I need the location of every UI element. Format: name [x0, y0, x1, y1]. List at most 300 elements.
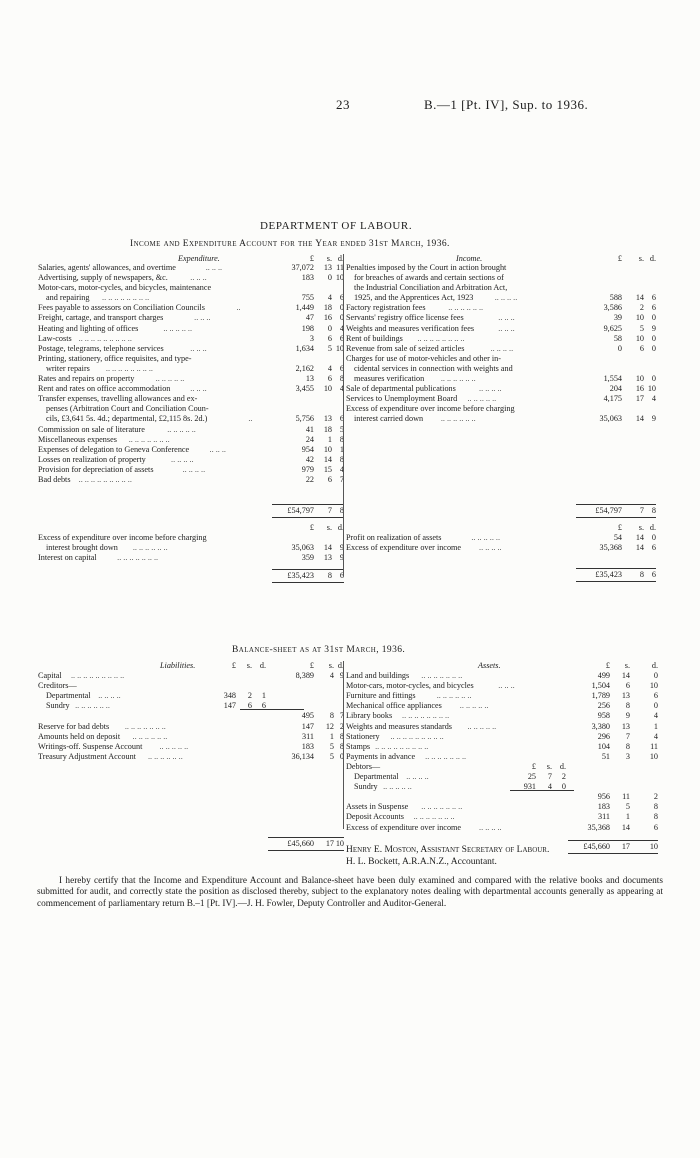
income-total-rule-line: [576, 504, 656, 505]
assets-total-amount-pounds: £45,660: [583, 841, 610, 851]
assets-amount-shillings: 8: [625, 741, 630, 751]
income-text: 1925, and the Apprentices Act, 1923: [354, 293, 474, 303]
income-row: [346, 344, 656, 354]
leader-dots: .. .. .. ..: [406, 772, 429, 782]
assets-amount-pounds: 958: [597, 711, 610, 721]
leader-dots: .. .. .. .. .. .. ..: [425, 751, 467, 761]
leader-dots: .. .. .. .. .. .. .. .. ..: [390, 731, 444, 741]
column-divider: [343, 661, 344, 829]
leader-dots: .. .. .. .. ..: [467, 721, 497, 731]
expenditure-amount-shillings: 16: [323, 313, 332, 323]
liabilities-row: [38, 691, 344, 701]
expenditure-amount-shillings: 13: [323, 414, 332, 424]
income-text: measures verification: [354, 374, 425, 384]
liabilities-row: [38, 711, 344, 721]
expenditure-amount-shillings: 6: [327, 474, 332, 484]
liabilities-amount-shillings: 4: [329, 671, 334, 681]
liabilities-amount-shillings: 12: [325, 721, 334, 731]
assets-text: Debtors—: [346, 761, 381, 771]
expenditure-text: writer repairs: [46, 363, 90, 373]
assets-total-amount-pence: 10: [649, 841, 658, 851]
expenditure-amount-pence: 4: [339, 384, 344, 394]
liabilities-amount-pounds: 36,134: [291, 751, 314, 761]
expenditure-amount-shillings: 6: [327, 374, 332, 384]
liabilities-row: [38, 742, 344, 752]
assets-subamount-shillings: 7: [547, 772, 552, 782]
spacer: [38, 762, 344, 836]
expenditure-amount-shillings: 14: [323, 454, 332, 464]
liabilities-total-double-rule: [38, 849, 344, 852]
expenditure-text: Rent and rates on office accommodation: [38, 384, 171, 394]
liabilities-total-amount-shillings: 17: [325, 838, 334, 848]
assets-text: Excess of expenditure over income: [346, 822, 462, 832]
leader-dots: .. .. ..: [190, 384, 207, 394]
leader-dots: .. .. ..: [498, 681, 515, 691]
assets-amount-pounds: 51: [601, 751, 610, 761]
income-row: [346, 404, 656, 414]
income-amount-shillings: 10: [635, 333, 644, 343]
assets-amount-pence: 8: [653, 802, 658, 812]
expenditure-amount-pence: 11: [336, 263, 344, 272]
assets-row: [346, 732, 656, 742]
expenditure-amount-pence: 7: [339, 474, 344, 484]
expenditure2-total-double-rule-line: [272, 582, 344, 583]
leader-dots: .. .. .. .. .. ..: [132, 543, 168, 553]
leader-dots: .. .. .. .. ..: [155, 374, 185, 384]
liabilities-amount-shillings: 1: [329, 731, 334, 741]
income-expenditure-title: Income and Expenditure Account for the Year ended 31st March, 1936.: [130, 239, 450, 249]
expenditure-amount-pence: 1: [339, 444, 344, 454]
expenditure-row: [38, 404, 344, 414]
expenditure-amount-pounds: 41: [305, 424, 314, 434]
leader-dots: .. .. .. .. .. .. .. .. ..: [375, 741, 429, 751]
liabilities-amount-shillings: 5: [329, 751, 334, 761]
liabilities-subamount-pence: 1: [261, 691, 266, 701]
expenditure-row: [38, 263, 344, 273]
assets-subamount-pounds: 931: [523, 782, 536, 792]
expenditure2-row: [38, 543, 344, 553]
leader-dots: .. .. .. .. ..: [167, 424, 196, 434]
leader-dots: .. .. ..: [190, 273, 207, 283]
income2-row: [346, 533, 656, 543]
expenditure-row: [38, 313, 344, 323]
income-amount-shillings: 14: [635, 293, 644, 303]
leader-dots: .. .. .. .. .. .. .. ..: [105, 363, 153, 373]
assets-currency-pence: d.: [651, 661, 658, 670]
income-currency-row: [346, 523, 656, 533]
income-amount-shillings: 10: [635, 313, 644, 323]
expenditure2-amount-pence: 9: [339, 543, 344, 553]
income-amount-pence: 6: [651, 293, 656, 303]
assets-amount-shillings: 11: [622, 792, 630, 802]
assets-amount-pence: 11: [650, 741, 658, 751]
income-row: [346, 273, 656, 283]
leader-dots: .. .. .. .. ..: [459, 701, 489, 711]
assets-text: Stamps: [346, 741, 371, 751]
income-row: [346, 414, 656, 424]
assets-amount-shillings: 7: [625, 731, 630, 741]
income-amount-pence: 0: [651, 313, 656, 323]
leader-dots: .. .. .. .. .. .. .. .. ..: [78, 333, 132, 343]
assets-amount-pence: 0: [653, 701, 658, 711]
expenditure-amount-pounds: 1,634: [295, 343, 314, 353]
income-total-amount-pounds: £54,797: [595, 505, 622, 515]
expenditure-amount-pence: 4: [339, 464, 344, 474]
leader-dots: .. .. .. .. .. .. .. ..: [402, 711, 450, 721]
assets-text: Furniture and fittings: [346, 691, 416, 701]
assets-row: [346, 742, 656, 752]
assets-amount-shillings: 8: [625, 701, 630, 711]
expenditure-row: [38, 384, 344, 394]
income-amount-shillings: 2: [639, 303, 644, 313]
expenditure-row: [38, 445, 344, 455]
assets-heading: Assets.: [478, 661, 501, 670]
assets-text: Assets in Suspense: [346, 802, 409, 812]
expenditure-currency2-pounds: £: [309, 523, 314, 533]
assets-amount-shillings: 9: [625, 711, 630, 721]
expenditure-amount-pounds: 42: [305, 454, 314, 464]
income-amount-pence: 0: [651, 374, 656, 384]
income-row: [346, 283, 656, 293]
expenditure-amount-pence: 6: [339, 414, 344, 424]
income-text: Factory registration fees: [346, 303, 426, 313]
liabilities-row: [38, 752, 344, 762]
leader-dots: .. .. ..: [498, 323, 515, 333]
expenditure-amount-pounds: 183: [301, 273, 314, 283]
assets-row: [346, 701, 656, 711]
expenditure-amount-pence: 10: [335, 343, 344, 353]
income-row: [346, 263, 656, 273]
spacer: [346, 425, 656, 503]
liabilities-column: [38, 661, 344, 852]
income-amount-pence: 9: [651, 323, 656, 333]
expenditure-amount-pounds: 954: [301, 444, 314, 454]
income-text: Weights and measures verification fees: [346, 323, 475, 333]
assets-amount-pence: 1: [653, 721, 658, 731]
expenditure-amount-shillings: 13: [323, 263, 332, 272]
income2-total-double-rule: [346, 580, 656, 583]
liabilities-amount-pence: 8: [339, 741, 344, 751]
income-currency2-pence: d.: [649, 522, 656, 532]
expenditure-row: [38, 293, 344, 303]
income2-total-double-rule-line: [576, 581, 656, 582]
income-currency-pence: d.: [649, 254, 656, 263]
expenditure2-amount-pounds: 35,063: [291, 543, 314, 553]
income-amount-pounds: 204: [609, 384, 622, 394]
liabilities-currency-pounds: £: [309, 661, 314, 670]
expenditure-amount-pounds: 47: [305, 313, 314, 323]
income-currency-pounds: £: [617, 254, 622, 263]
expenditure-total-double-rule: [38, 516, 344, 519]
leader-dots: .. .. ..: [194, 313, 211, 323]
assets-column: [346, 661, 656, 855]
expenditure-currency-pence: d.: [337, 254, 344, 263]
income-total-amount-shillings: 7: [639, 505, 644, 515]
leader-dots: .. .. .. .. .. ..: [147, 751, 183, 761]
income-amount-pounds: 9,625: [603, 323, 622, 333]
assets-text: Mechanical office appliances: [346, 701, 442, 711]
expenditure2-amount-shillings: 14: [323, 543, 332, 553]
assets-text: Stationery: [346, 731, 380, 741]
assets-amount-pounds: 256: [597, 701, 610, 711]
expenditure-amount-pence: 8: [339, 434, 344, 444]
income-row: [346, 303, 656, 313]
income-amount-shillings: 16: [635, 384, 644, 394]
expenditure-amount-shillings: 10: [323, 444, 332, 454]
leader-dots: .. .. .. .. .. ..: [436, 691, 472, 701]
liabilities-subamount-pounds: 348: [223, 691, 236, 701]
income-amount-pence: 6: [651, 303, 656, 313]
assets-amount-pounds: 1,789: [591, 691, 610, 701]
income-total-double-rule: [346, 516, 656, 519]
expenditure-text: Commission on sale of literature: [38, 424, 145, 434]
liabilities-total-amount-pounds: £45,660: [287, 838, 314, 848]
expenditure-currency2-shillings: s.: [326, 523, 332, 533]
expenditure-row: [38, 475, 344, 485]
assets-text: Deposit Accounts: [346, 812, 404, 822]
assets-text: Sundry: [354, 782, 378, 792]
expenditure-amount-pounds: 5,756: [295, 414, 314, 424]
assets-row: [346, 722, 656, 732]
expenditure-total-amount-pounds: £54,797: [287, 506, 314, 516]
expenditure-row: [38, 394, 344, 404]
leader-dots: .. .. .. .. .. ..: [448, 303, 484, 313]
expenditure-amount-pence: 8: [339, 374, 344, 384]
income2-total-amount-pence: 6: [651, 569, 656, 579]
income-row: [346, 334, 656, 344]
assets-row: [346, 772, 656, 782]
assets-row: [346, 782, 656, 792]
expenditure-amount-pence: 5: [339, 424, 344, 434]
liabilities-subamount-pence: 6: [261, 701, 266, 711]
income-text: Servants' registry office license fees: [346, 313, 464, 323]
expenditure-row: [38, 455, 344, 465]
liabilities-amount-pounds: 311: [302, 731, 314, 741]
column-divider: [343, 254, 344, 576]
income-amount-pence: 4: [651, 394, 656, 404]
assets-subamount-pence: d.: [559, 761, 566, 771]
liabilities-sub-currency-pence: d.: [259, 661, 266, 670]
income-row: [346, 313, 656, 323]
expenditure2-total-double-rule: [38, 581, 344, 584]
assets-amount-pounds: 956: [597, 792, 610, 802]
expenditure-currency-shillings: s.: [326, 254, 332, 263]
leader-dots: .. .. .. .. ..: [163, 323, 192, 333]
assets-amount-pence: 10: [649, 681, 658, 691]
expenditure-amount-pounds: 24: [305, 434, 314, 444]
expenditure2-text: Excess of expenditure over income before charging: [38, 533, 207, 543]
income2-amount-pence: 6: [651, 542, 656, 552]
leader-dots: .. .. .. ..: [494, 293, 518, 303]
expenditure-amount-pounds: 13: [305, 374, 314, 384]
signature-accountant: H. L. Bockett, A.R.A.N.Z., Accountant.: [346, 857, 497, 867]
liabilities-amount-shillings: 5: [329, 741, 334, 751]
expenditure-amount-shillings: 1: [327, 434, 332, 444]
income-amount-pence: 0: [651, 343, 656, 353]
expenditure-text: penses (Arbitration Court and Conciliation Coun-: [46, 404, 209, 414]
income2-row: [346, 543, 656, 553]
leader-dots: .. .. .. .. ..: [471, 532, 500, 542]
expenditure-amount-shillings: 6: [327, 333, 332, 343]
expenditure-row: [38, 273, 344, 283]
expenditure-text: cils, £3,641 5s. 4d.; departmental, £2,115 8s. 2d.): [46, 414, 208, 424]
income-total: [346, 506, 656, 516]
income-amount-shillings: 6: [639, 343, 644, 353]
liabilities-amount-pounds: 147: [301, 721, 314, 731]
expenditure-amount-shillings: 10: [323, 384, 332, 394]
expenditure-amount-pounds: 1,449: [295, 303, 314, 313]
expenditure-amount-pounds: 3,455: [295, 384, 314, 394]
leader-dots: .. .. .. .. .. .. ..: [117, 553, 159, 563]
expenditure2-row: [38, 553, 344, 563]
leader-dots: .. .. .. .. .. .. ..: [421, 802, 463, 812]
expenditure-amount-pounds: 755: [301, 293, 314, 303]
expenditure-amount-shillings: 5: [327, 343, 332, 353]
income-row: [346, 394, 656, 404]
liabilities-amount-pounds: 183: [301, 741, 314, 751]
assets-subamount-pence: 2: [561, 772, 566, 782]
assets-amount-shillings: 3: [625, 751, 630, 761]
income-amount-pence: 10: [647, 384, 656, 394]
leader-dots: .. .. .. ..: [479, 542, 502, 552]
expenditure2-text: interest brought down: [46, 543, 118, 553]
assets-row: [346, 691, 656, 701]
assets-amount-shillings: 14: [621, 822, 630, 832]
assets-row: [346, 823, 656, 833]
assets-text: Payments in advance: [346, 751, 416, 761]
income-text: Penalties imposed by the Court in action brought: [346, 263, 507, 272]
income-row: [346, 293, 656, 303]
income-total-double-rule-line: [576, 517, 656, 518]
expenditure-amount-shillings: 0: [327, 273, 332, 283]
leader-dots: .. .. .. .. .. .. .. ..: [417, 333, 465, 343]
assets-amount-pence: 4: [653, 731, 658, 741]
assets-row: [346, 802, 656, 812]
leader-dots: .. .. .. .. .. .. .. ..: [102, 293, 150, 303]
income-amount-pence: 9: [651, 414, 656, 424]
expenditure-total-rule-line: [272, 504, 344, 505]
expenditure-row: [38, 414, 344, 424]
assets-currency-shillings: s.: [624, 661, 630, 670]
leader-dots: .. .. ..: [209, 444, 226, 454]
leader-dots: ..: [236, 303, 241, 313]
leader-dots: .. .. .. .. .. .. .. .. ..: [70, 671, 125, 681]
assets-amount-pounds: 35,368: [587, 822, 610, 832]
assets-amount-shillings: 14: [621, 671, 630, 681]
income-amount-shillings: 10: [635, 374, 644, 384]
assets-amount-pence: 2: [653, 792, 658, 802]
leader-dots: ..: [248, 414, 253, 424]
income2-amount-pence: 0: [651, 532, 656, 542]
assets-text: Weights and measures standards: [346, 721, 452, 731]
income-header: [346, 254, 656, 263]
assets-subamount-pounds: 25: [527, 772, 536, 782]
income-text: for breaches of awards and certain sections of: [354, 273, 504, 283]
income-row: [346, 324, 656, 334]
income-total-amount-pence: 8: [651, 505, 656, 515]
liabilities-total-amount-pence: 10: [335, 838, 344, 848]
expenditure-amount-pounds: 979: [301, 464, 314, 474]
income-amount-shillings: 17: [635, 394, 644, 404]
expenditure2-row: [38, 533, 344, 543]
liabilities-amount-pence: 8: [339, 731, 344, 741]
expenditure-amount-shillings: 4: [327, 363, 332, 373]
leader-dots: .. .. .. .. .. ..: [440, 374, 476, 384]
leader-dots: .. .. ..: [498, 313, 515, 323]
income-row: [346, 354, 656, 364]
assets-subamount-pence: 0: [561, 782, 566, 792]
expenditure-row: [38, 425, 344, 435]
liabilities-amount-pence: 0: [339, 751, 344, 761]
leader-dots: .. .. .. .. .. .. .. .. ..: [78, 474, 132, 484]
expenditure-text: Rates and repairs on property: [38, 374, 135, 384]
assets-subamount-pounds: £: [531, 761, 536, 771]
liabilities-row: [38, 671, 344, 681]
assets-text: Land and buildings: [346, 671, 410, 681]
liabilities-text: Sundry: [46, 701, 70, 711]
liabilities-heading: Liabilities.: [160, 661, 196, 670]
assets-row: [346, 812, 656, 822]
liabilities-currency-pence: d.: [337, 661, 344, 670]
liabilities-text: Departmental: [46, 691, 91, 701]
liabilities-header: [38, 661, 344, 671]
leader-dots: .. .. .. ..: [171, 454, 194, 464]
income-currency-shillings: s.: [638, 254, 644, 263]
leader-dots: .. .. ..: [190, 343, 207, 353]
expenditure-row: [38, 344, 344, 354]
assets-total-amount-shillings: 17: [621, 841, 630, 851]
expenditure-text: Freight, cartage, and transport charges: [38, 313, 164, 323]
expenditure-amount-pence: 4: [339, 323, 344, 333]
expenditure-text: Printing, stationery, office requisites, and type-: [38, 353, 192, 363]
expenditure2-amount-pence: 9: [339, 553, 344, 563]
liabilities-text: Treasury Adjustment Account: [38, 751, 136, 761]
assets-row: [346, 752, 656, 762]
expenditure-amount-pounds: 2,162: [295, 363, 314, 373]
assets-total-rule-line: [568, 840, 658, 841]
expenditure-row: [38, 303, 344, 313]
leader-dots: .. .. .. .. .. .. ..: [124, 721, 166, 731]
income-amount-pounds: 35,063: [599, 414, 622, 424]
leader-dots: .. .. .. .. .. ..: [75, 701, 110, 711]
assets-amount-pounds: 296: [597, 731, 610, 741]
assets-subamount-shillings: 4: [547, 782, 552, 792]
income-row: [346, 374, 656, 384]
income-text: Excess of expenditure over income before charging: [346, 404, 515, 414]
income-text: Services to Unemployment Board: [346, 394, 458, 404]
income2-amount-shillings: 14: [635, 532, 644, 542]
expenditure-row: [38, 354, 344, 364]
liabilities-amount-pence: 9: [339, 671, 344, 681]
leader-dots: .. .. .. ..: [182, 464, 206, 474]
income2-total: [346, 570, 656, 580]
leader-dots: .. .. .. .. .. .. ..: [413, 812, 455, 822]
assets-subamount-shillings: s.: [546, 761, 552, 771]
assets-amount-pence: 4: [653, 711, 658, 721]
expenditure-heading: Expenditure.: [178, 254, 220, 263]
expenditure-text: Transfer expenses, travelling allowances and ex-: [38, 394, 198, 404]
expenditure-amount-pounds: 198: [301, 323, 314, 333]
expenditure-currency-row: [38, 523, 344, 533]
expenditure-row: [38, 283, 344, 293]
income-column: [346, 254, 656, 583]
leader-dots: .. .. .. .. .. ..: [440, 414, 476, 424]
page-number: 23: [336, 97, 350, 112]
expenditure-row: [38, 334, 344, 344]
liabilities-amount-pounds: 495: [301, 711, 314, 721]
liabilities-row: [38, 681, 344, 691]
expenditure-total: [38, 506, 344, 516]
